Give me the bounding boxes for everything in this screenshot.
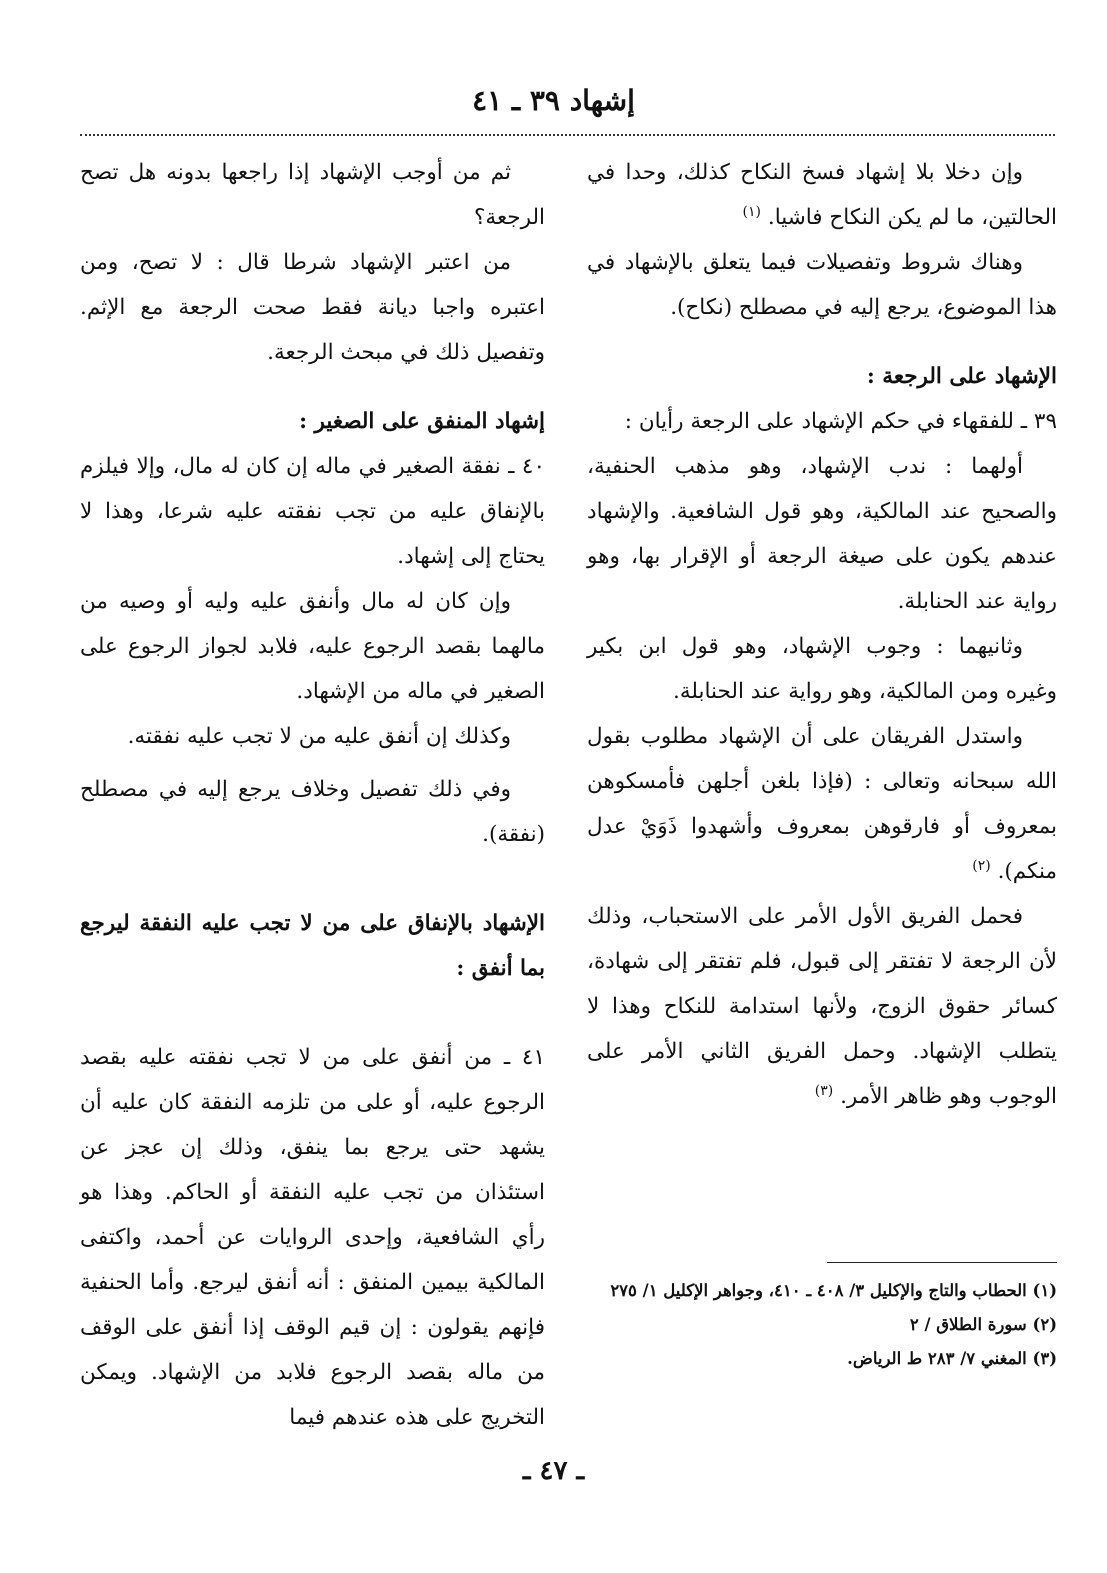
page-number: ـ ٤٧ ـ xyxy=(522,1456,585,1486)
paragraph: واستدل الفريقان على أن الإشهاد مطلوب بقول الله سبحانه وتعالى : (فإذا بلغن أجلهن فأمسكوهن بمعروف أو فارقوهن بمعروف وأشهدوا ذَوَيْ عدل منكم). $^{(٢)}$ xyxy=(587,724,1057,884)
footnote-divider xyxy=(827,1262,1057,1263)
footnote: (١) الحطاب والتاج والإكليل ٣/ ٤٠٨ ـ ٤١٠، وجواهر الإكليل ١/ ٢٧٥ xyxy=(610,1281,1057,1300)
paragraph: ٣٩ ـ للفقهاء في حكم الإشهاد على الرجعة رأيان : xyxy=(624,409,1057,434)
paragraph: ثم من أوجب الإشهاد إذا راجعها بدونه هل تصح الرجعة؟ xyxy=(80,160,545,230)
paragraph: وثانيهما : وجوب الإشهاد، وهو قول ابن بكير وغيره ومن المالكية، وهو رواية عند الحنابلة. xyxy=(587,634,1057,704)
footnote: (٢) سورة الطلاق / ٢ xyxy=(909,1315,1057,1334)
footnote: (٣) المغني ٧/ ٢٨٣ ط الرياض. xyxy=(847,1349,1057,1368)
header-divider xyxy=(80,134,1055,136)
section-heading: إشهاد المنفق على الصغير : xyxy=(299,409,545,434)
footnote-ref: (١) xyxy=(742,203,762,220)
paragraph: ٤٠ ـ نفقة الصغير في ماله إن كان له مال، وإلا فيلزم بالإنفاق عليه من تجب نفقته عليه شرعا، وهذا لا يحتاج إلى إشهاد. xyxy=(80,454,545,569)
paragraph: وإن كان له مال وأنفق عليه وليه أو وصيه من مالهما بقصد الرجوع عليه، فلابد لجواز الرجوع على الصغير في ماله من الإشهاد. xyxy=(80,589,545,704)
paragraph: أولهما : ندب الإشهاد، وهو مذهب الحنفية، والصحيح عند المالكية، وهو قول الشافعية. والإشهاد عندهم يكون على صيغة الرجعة أو الإقرار بها، وهو رواية عند الحنابلة. xyxy=(587,454,1057,614)
paragraph: وكذلك إن أنفق عليه من لا تجب عليه نفقته. xyxy=(127,724,511,749)
section-heading: الإشهاد بالإنفاق على من لا تجب عليه النفقة ليرجع بما أنفق : xyxy=(80,911,545,981)
footnote-ref: (٣) xyxy=(814,1082,834,1099)
footnotes xyxy=(587,1276,1057,1378)
paragraph: ٤١ ـ من أنفق على من لا تجب نفقته عليه بقصد الرجوع عليه، أو على من تلزمه النفقة كان عليه أن يشهد حتى يرجع بما ينفق، وذلك إن عجز عن استئذان من تجب عليه النفقة أو الحاكم. وهذا هو رأي الشافعية، وإحدى الروايات عن أحمد، واكتفى المالكية بيمين المنفق : أنه أنفق ليرجع. وأما الحنفية فإنهم يقولون : إن قيم الوقف إذا أنفق على الوقف من ماله بقصد الرجوع فلابد من الإشهاد. ويمكن التخريج على هذه عندهم فيما xyxy=(80,1045,545,1430)
footnote-ref: (٢) xyxy=(972,857,991,874)
paragraph: وإن دخلا بلا إشهاد فسخ النكاح كذلك، وحدا في الحالتين، ما لم يكن النكاح فاشيا. $^{(١)}$ xyxy=(587,160,1057,230)
paragraph: وهناك شروط وتفصيلات فيما يتعلق بالإشهاد في هذا الموضوع، يرجع إليه في مصطلح (نكاح). xyxy=(587,250,1057,320)
paragraph: فحمل الفريق الأول الأمر على الاستحباب، وذلك لأن الرجعة لا تفتقر إلى قبول، فلم تفتقر إلى شهادة، كسائر حقوق الزوج، ولأنها استدامة للنكاح وهذا لا يتطلب الإشهاد. وحمل الفريق الثاني الأمر على الوجوب وهو ظاهر الأمر. $^{(٣)}$ xyxy=(587,904,1057,1109)
section-heading: الإشهاد على الرجعة : xyxy=(866,364,1057,389)
right-column xyxy=(587,150,1057,1119)
left-column xyxy=(80,150,545,1440)
paragraph: وفي ذلك تفصيل وخلاف يرجع إليه في مصطلح (نفقة). xyxy=(80,777,545,847)
paragraph: من اعتبر الإشهاد شرطا قال : لا تصح، ومن اعتبره واجبا ديانة فقط صحت الرجعة مع الإثم. وتفصيل ذلك في مبحث الرجعة. xyxy=(80,250,545,365)
page-header-title: إشهاد ٣٩ ـ ٤١ xyxy=(472,84,635,117)
